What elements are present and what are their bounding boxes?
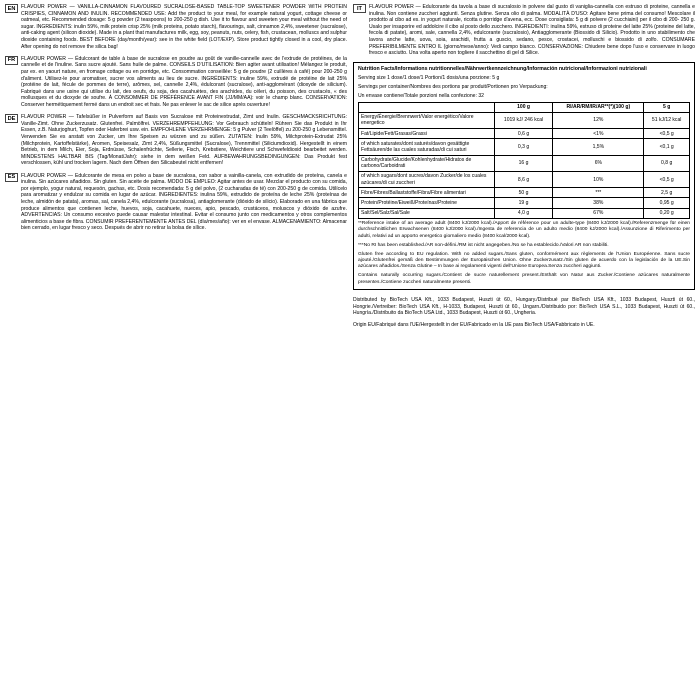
footnote-gluten-free: Gluten free according to EU regulation. With no added sugars./Sans gluten, conformément aux règlements de l'Union Européenne. Sans sucre ajouté./Glutenfrei gemäß den Bestimmungen der Europäischen Union. Ohne Zuckerzusatz./Sin gluten de acuerdo con la legislación de la UE.Sin azúcares añadidos./Senza Glutine – In base ai regolamenti vigenti dell'Unione Europea.Senza zuccheri aggiunti.: [358, 251, 690, 270]
row-5g: 0,20 g: [644, 208, 690, 218]
serving-line-2: Servings per container/Nombres des portions par produit/Portionen pro Verpackung:: [358, 83, 548, 90]
lang-code-it: IT: [357, 5, 362, 12]
row-ri: 67%: [553, 208, 644, 218]
section-de: [5, 114, 347, 167]
row-label: Fibre/Fibres/Ballaststoffe/Fibra/Fibre alimentari: [359, 188, 495, 198]
row-label: Protein/Protéine/Eiweiß/Proteínas/Proteine: [359, 198, 495, 208]
lang-code-de: DE: [7, 115, 16, 122]
col-5g: 5 g: [644, 103, 690, 113]
section-en: [5, 4, 347, 51]
table-row: [359, 188, 690, 198]
row-ri: 12%: [553, 112, 644, 128]
col-100g: 100 g: [494, 103, 553, 113]
lang-code-fr: FR: [7, 57, 16, 64]
lang-code-en: EN: [7, 5, 16, 12]
row-5g: <0,5 g: [644, 129, 690, 139]
lang-header-it: [353, 4, 695, 57]
right-spacer: [353, 333, 695, 696]
table-row: [359, 208, 690, 218]
distributor-info: Distributed by BioTech USA Kft., 1033 Budapest, Huszti út 60., Hungary./Distribué par BioTech USA Kft., 1033 Budapest, Huszti út 60., Hongrie./Vertreiber: BioTech USA Kft., H-1033, Budapest, Huszti út 60., Ungarn./Distribuido por: BioTech USA S.L., 1033 Budapest, Huszti út 60., Hungría./Distribuito da BioTech USA Ltd., 1033 Budapest, Huszti út 60., Ungheria.: [353, 296, 695, 317]
lang-code-es: ES: [7, 174, 16, 181]
nutrition-footnotes: [358, 221, 690, 286]
row-ri: 10%: [553, 171, 644, 187]
footnote-natural-sugars: Contains naturally occurring sugars./Contient de sucre naturellement present./Enthält von Natur aus Zucker./Contiene azúcares naturalmente presentes./Contiene zuccheri naturalmente presenti.: [358, 273, 690, 285]
serving-line-3: Un envase contiene/Totale porzioni nella confezione: 32: [358, 93, 485, 100]
flag-en-icon: [5, 4, 18, 13]
nutrition-title: Nutrition Facts/Informations nutritionnelles/Nährwertkennzeichnung/Información nutricional/Informazioni nutrizionali: [358, 66, 647, 73]
row-label: Energy/Énergie/Brennwert/Valor energético/Valore energetico: [359, 112, 495, 128]
footnote-no-ri: ***No RI has been established./AR non-défini./RM ist nicht angegeben./No se ha establecido./Valori AR non stabiliti.: [358, 242, 609, 248]
flag-it-icon: [353, 4, 366, 13]
lang-header-fr: [5, 56, 347, 109]
row-100g: 0,6 g: [494, 129, 553, 139]
lang-header-de: [5, 114, 347, 167]
section-it: [353, 4, 695, 57]
lang-header-en: [5, 4, 347, 50]
row-100g: 1019 kJ/ 246 kcal: [494, 112, 553, 128]
col-ri: RI/AR/RM/IR/AR**(*)(100 g): [553, 103, 644, 113]
row-ri: 6%: [553, 155, 644, 171]
table-row: [359, 198, 690, 208]
right-column: [353, 4, 695, 696]
row-ri: ***: [553, 188, 644, 198]
serving-line-1: Serving size 1 dose/1 dose/1 Portion/1 dosis/una porzione: 5 g: [358, 74, 500, 81]
row-5g: 2,5 g: [644, 188, 690, 198]
col-label: [359, 103, 495, 113]
nutrition-panel: [353, 62, 695, 290]
table-row: [359, 171, 690, 187]
table-header-row: [359, 103, 690, 113]
row-ri: 1,5%: [553, 139, 644, 155]
row-label: Salt/Sel/Salz/Sal/Sale: [359, 208, 495, 218]
section-text-fr: FLAVOUR POWER — Édulcorant de table à base de sucralose en poudre au goût de vanille-cannelle avec de l'extrude de protéines, de la cannelle et de l'inuline. Sans sucre ajouté. Sans huile de palme. CONSEILS D'UTILISATION: Bien agiter avant utilisation! Mélangez le produit, par ex. en yaourt nature, en fromage cottage ou en porridge, etc. Consommation conseillée: 5 g de poudre (2 cuillères à café) pour 200-250 g d'aliment. Utilisez-le pour aromatiser, sucrer vos aliments au lieu de sucre. INGRÉDIENTS: inuline 59%, extrudé de protéine de lait 25% (protéine de lait, fécule de pommes de terre), arômes, sel, cannelle 2,4%, édulcorant (sucralose), anti-agglomérant (dioxyde de silicium). Fabriqué dans une usine qui utilise du lait, des oeufs, du soja, des cacahuètes, des arachides, du céleri, du poisson, des crustacés, « des mollusques et du dioxyde de soufre. À CONSOMMER DE PRÉFÉRENCE AVANT FIN (JJ/MM/AA): voir le champ blanc. CONSERVATION: Conserver hermétiquement fermé dans un endroit sec et frais. Ne pas enlever le sac de silice après ouverture!: [21, 55, 347, 109]
flag-es-icon: [5, 173, 18, 182]
section-text-it: FLAVOUR POWER — Edulcorante da tavola a base di sucralosio in polvere dal gusto di vaniglia-cannella con estruso di proteine, cannella e inulina. Non contiene zuccheri aggiunti. Senza glutine. Senza olio di palma. MODALITÀ D'USO: Agitare bene prima del consumo! Mescolare il prodotto al cibo ad es. in yogurt naturale, ricotta o porridge d'avena, ecc. Dose consigliata: 5 g di polvere (2 cucchiaini) per il cibo di 200- 250 g. Usalo per insaporire ed addolcire il cibo al posto dello zucchero. INGREDIENTI: inulina 59%, estruso di proteine del latte 25% (proteine del latte, fecola di patate), aromi, sale, cannella 2,4%, edulcorante (sucralosio), Antiagglomerante (Biossido di Silicio). Prodotto in uno stabilimento che lavora anche latte, uova, soia, arachidi, frutta a guscio, sedano, pesce, crostacei, molluschi e biossido di zolfo. CONSUMARE PREFERIBILMENTE ENTRO IL (giorno/mese/anno): Vedi campo bianco. CONSERVAZIONE: Chiudere bene dopo l'uso e conservare in luogo fresco e asciutto. Una volta aperto non togliere il sacchettino di gel di Silice.: [369, 4, 695, 57]
table-row: [359, 139, 690, 155]
nutrition-table: [358, 102, 690, 218]
table-row: [359, 129, 690, 139]
row-100g: 4,0 g: [494, 208, 553, 218]
left-column: [5, 4, 347, 696]
row-5g: <0,1 g: [644, 139, 690, 155]
row-100g: 16 g: [494, 155, 553, 171]
row-ri: 38%: [553, 198, 644, 208]
section-text-es: FLAVOUR POWER — Edulcorante de mesa en polvo a base de sucralosa, con sabor a vainilla-canela, con extrudido de proteína, canela e inulina. Sin azúcares añadidos. Sin gluten. Sin aceite de palma. MODO DE EMPLEO: Agitar antes de usar. Mezclar el producto con su comida, por ejemplo, yogur natural, requesón, gachas, etc. Dosis recomendada: 5 g del polvo, (2 cucharadas de té) con 200-250 g de comida. Utilícelo para aromatizar y endulzar su comida en lugar de azúcar. INGREDIENTES: inulina 59%, extrudido de proteína de leche 25% (proteínas de leche, almidón de patata), aromas, sal, canela 2,4%, edulcorante (sucralosa), antiaglomerante (dióxido de silicio). Elaborado en una fábrica que produce alimentos que contienen leche, huevos, soja, cacahuete, nueces, apio, pescado, crustáceos, moluscos y dióxido de azufre. ADVERTENCIAS: Un consumo excesivo puede causar malestar intestinal. Evitar el consumo junto con medicamentos y otros complementos alimenticios a base de fibra. CONSUMIR PREFERENTEMENTE ANTES DEL (día/mes/año): ver en el envase. ALMACENAMIENTO: Almacenar bien cerrado, en lugar fresco y seco. Después de abrir no retirar la bolsa de sílice.: [21, 172, 347, 232]
row-100g: 50 g: [494, 188, 553, 198]
lang-header-es: [5, 173, 347, 232]
row-100g: 8,6 g: [494, 171, 553, 187]
row-label: Carbohydrate/Glucide/Kohlenhydrate/Hidratos de carbono/Carboidrati: [359, 155, 495, 171]
row-5g: 0,95 g: [644, 198, 690, 208]
section-text-en: FLAVOUR POWER — VANILLA-CINNAMON FLAVOURED SUCRALOSE-BASED TABLE-TOP SWEETENER POWDER WITH PROTEIN CRISPIES, CINNAMON AND INULIN. RECOMMENDED USE: Add the product to your meal, for example natural yogurt, cottage cheese or oatmeal, etc. Recommended dosage: 5 g powder (2 teaspoons) to 200-250 g dish. Use it to flavour and sweeten your meal without the need of sugar. INGREDIENTS: inulin 59%, milk protein crisp 25% (milk proteins, potato starch), flavourings, salt, cinnamon 2,4%, sweetener (sucralose), anti-caking agent (silicon dioxide). Made in a plant that manufactures milk, egg, soy, peanuts, nuts, celery, fish, crustacean, molluscs and sulphur dioxide containing foods. BEST BEFORE (day/month/year): see in the white field (LOT/EXP). Store product tightly closed in a cool, dry place. After opening do not remove the silica bag!: [21, 4, 347, 50]
section-text-de: FLAVOUR POWER — Tafelsüßer in Pulverform auf Basis von Sucralose mit Proteinextrudat, Zimt und Inulin. GESCHMACKSRICHTUNG: Vanille-Zimt. Ohne Zuckerzusatz. Glutenfrei. Palmölfrei. VERZEHREMPFEHLUNG: Vor Gebrauch schütteln! Rühren Sie das Produkt in Ihr Essen, z.B. Naturjoghurt, Topfen oder Haferbrei usw. ein. EMPFOHLENE VERZEHRMENGE: 5 g Pulver (2 Teelöffel) zu 200-250 g Lebensmittel. Verwenden Sie es anstatt von Zucker, um Ihre Speisen zu würzen und zu süßen. ZUTATEN: Inulin 59%, Milchprotein-Extrudat 25% (Milchprotein, Kartoffelstärke), Aromen, Speisesalz, Zimt 2,4%, Süßungsmittel (Sucralose), Trennmittel (Siliciumdioxid). Hergestellt in einem Betrieb, in dem Milch, Eier, Soja, Erdnüsse, Schalenfrüchte, Sellerie, Fisch, Krebstiere, Weichtiere und Schwefeldioxid bearbeitet werden. MINDESTENS HALTBAR BIS (Tag/Monat/Jahr): siehe in dem weißen Feld. AUFBEWAHRUNGSBEDINGUNGEN: Das Produkt fest verschlossen, kühl und trocken lagern. Nach dem Öffnen den Silicabeutel nicht entfernen!: [21, 114, 347, 167]
row-label: Fat/Lipide/Fett/Grasas/Grassi: [359, 129, 495, 139]
origin-info: Origin EU/Fabriqué dans l'UE/Hergestellt in der EU/Fabricado en la UE para BioTech USA/Fabbricato in UE.: [353, 321, 595, 328]
flag-de-icon: [5, 114, 18, 123]
row-5g: <0,5 g: [644, 171, 690, 187]
section-es: [5, 173, 347, 233]
row-100g: 0,3 g: [494, 139, 553, 155]
section-fr: [5, 56, 347, 109]
row-label: of which sugars/dont sucres/davon Zucker/de los cuales azúcares/di cui zuccheri: [359, 171, 495, 187]
row-label: of which saturates/dont saturés/davon gesättigte Fettsäuren/de las cuales saturadas/di cui saturi: [359, 139, 495, 155]
row-5g: 51 kJ/12 kcal: [644, 112, 690, 128]
row-ri: <1%: [553, 129, 644, 139]
footnote-ri: **Reference intake of an average adult (8400 kJ/2000 kcal)./Apport de référence pour un adulte-type (8400 kJ/2000 kcal)./Referenzmenge für einen durchschnittlichen Erwachsenen (8400 kJ/2000 kcal)./Ingesta de referencia de un adulto medio (8400 kJ/2000 kcal)./Assunzione di Riferimento per adulti, relativi ad un apporto energetico giornaliero medio (8400 kcal/2000 kcal).: [358, 221, 690, 239]
table-row: [359, 155, 690, 171]
left-spacer: [5, 238, 347, 697]
flag-fr-icon: [5, 56, 18, 65]
row-5g: 0,8 g: [644, 155, 690, 171]
table-row: [359, 112, 690, 128]
row-100g: 19 g: [494, 198, 553, 208]
